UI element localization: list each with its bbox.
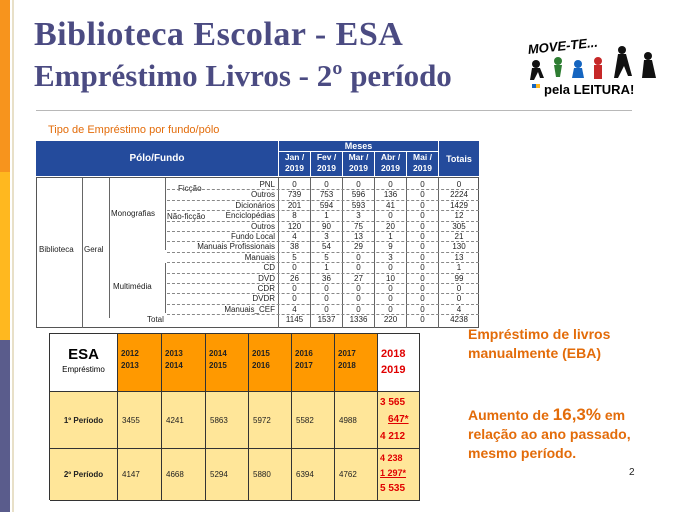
month-value: 0 — [420, 232, 425, 241]
manual-loans-value: 1 297* — [380, 468, 407, 478]
esa-year-header — [335, 334, 378, 392]
month-value: 0 — [388, 211, 393, 221]
title-divider — [36, 110, 632, 111]
month-value: 0 — [388, 284, 393, 293]
decor-bar-yellow — [0, 172, 10, 340]
row-label: Manuais_CEF — [224, 304, 275, 314]
row-total: 21 — [454, 232, 464, 241]
year-end: 2018 — [338, 361, 356, 370]
esa-period-value — [292, 392, 335, 449]
side-note-manual: Empréstimo de livros manualmente (EBA) — [468, 326, 611, 361]
row-total: 305 — [452, 221, 466, 231]
esa-history-table — [49, 333, 420, 500]
month-value: 120 — [287, 221, 302, 231]
header-month-2 — [343, 152, 374, 176]
esa-period-value — [292, 449, 335, 501]
month-value: 36 — [322, 273, 331, 283]
month-value: 0 — [388, 294, 393, 304]
month-value: 201 — [287, 200, 302, 210]
year-start: 2015 — [252, 349, 270, 358]
row-label: DVD — [258, 273, 275, 283]
loan-count-value: 3 565 — [380, 397, 406, 408]
esa-period-value — [335, 392, 378, 449]
month-value: 0 — [420, 211, 425, 221]
month-value: 0 — [292, 263, 297, 273]
month-value: 0 — [388, 263, 393, 273]
group-multimedia: Multimédia — [113, 282, 152, 291]
month-value: 9 — [388, 242, 393, 252]
group-monografias: Monografias — [111, 209, 156, 218]
row-label: Manuais — [244, 252, 275, 262]
month-value: 0 — [420, 242, 425, 252]
side-note-increase-suffix: em relação ao ano passado, mesmo período. — [468, 407, 631, 461]
esa-year-header — [206, 334, 249, 392]
month-value: 0 — [356, 263, 361, 273]
month-value: 0 — [356, 304, 361, 314]
row-label: PNL — [259, 180, 275, 189]
esa-current-value — [378, 449, 420, 501]
month-value: 0 — [420, 263, 425, 273]
total-row-label: Total — [147, 315, 164, 325]
value-text: 4668 — [166, 470, 184, 479]
grid-vline — [109, 178, 110, 318]
row-total: 0 — [456, 284, 462, 293]
row-label: Outros — [250, 221, 275, 231]
header-month-year: 2019 — [317, 163, 336, 173]
month-value: 0 — [420, 294, 425, 304]
month-value: 0 — [356, 294, 361, 304]
loans-table — [36, 141, 479, 328]
row-total: 0 — [456, 180, 462, 189]
loan-count-value: 4 238 — [380, 453, 403, 463]
row-total: 4 — [456, 304, 462, 314]
month-value: 26 — [290, 273, 299, 283]
month-value: 739 — [287, 190, 302, 200]
row-label: CDR — [257, 284, 275, 293]
month-value: 38 — [290, 242, 299, 252]
month-value: 0 — [356, 252, 361, 262]
month-value: 0 — [324, 284, 329, 293]
header-month-1 — [311, 152, 342, 176]
value-text: 5294 — [210, 470, 228, 479]
logo-text-top: MOVE-TE... — [527, 34, 599, 57]
month-value: 220 — [383, 315, 398, 325]
row-total: 13 — [454, 252, 464, 262]
month-value: 8 — [292, 211, 297, 221]
month-value: 136 — [383, 190, 398, 200]
row-label: Manuais Profissionais — [197, 242, 275, 252]
period-text: 1º Período — [63, 415, 104, 425]
value-text: 4147 — [122, 470, 140, 479]
header-month-label: Abr / — [380, 152, 401, 162]
current-year-start: 2018 — [381, 348, 406, 360]
group-ficcao: Ficção — [178, 184, 202, 193]
month-value: 0 — [388, 304, 393, 314]
esa-period-label — [50, 449, 118, 501]
value-text: 4988 — [339, 415, 357, 425]
month-value: 10 — [386, 273, 395, 283]
esa-year-header — [292, 334, 335, 392]
month-value: 4 — [292, 232, 297, 241]
value-text: 5863 — [210, 415, 228, 425]
current-year-end: 2019 — [381, 364, 406, 376]
month-value: 0 — [420, 273, 425, 283]
logo-text-bottom: pela LEITURA! — [544, 82, 635, 97]
month-value: 594 — [319, 200, 334, 210]
esa-corner-subtitle: Empréstimo — [62, 365, 105, 374]
month-value: 0 — [388, 180, 393, 189]
loan-count-value: 4 212 — [380, 431, 406, 442]
header-totals: Totais — [439, 141, 479, 176]
page-number: 2 — [629, 467, 635, 478]
month-value: 1336 — [349, 315, 368, 325]
grid-vline — [165, 263, 166, 313]
month-value: 1537 — [317, 315, 336, 325]
row-label: Fundo Local — [230, 232, 275, 241]
header-months: Meses — [279, 141, 438, 151]
month-value: 0 — [324, 294, 329, 304]
header-month-label: Mai / — [413, 152, 432, 162]
month-value: 0 — [292, 294, 297, 304]
header-month-label: Mar / — [348, 152, 369, 162]
slide-title: Biblioteca Escolar - ESA — [34, 16, 404, 53]
year-start: 2014 — [209, 349, 227, 358]
header-month-year: 2019 — [285, 163, 304, 173]
row-label: Dicionários — [235, 200, 275, 210]
loans-table-body — [36, 177, 479, 328]
esa-period-value — [162, 392, 206, 449]
month-value: 0 — [420, 315, 425, 325]
header-month-4 — [407, 152, 438, 176]
header-polo-fundo: Pólo/Fundo — [36, 141, 278, 176]
esa-current-value — [378, 392, 420, 449]
grid-vline — [82, 178, 83, 328]
month-value: 27 — [354, 273, 363, 283]
month-value: 3 — [388, 252, 393, 262]
month-value: 0 — [292, 180, 297, 189]
row-label: Outros — [250, 190, 275, 200]
year-start: 2016 — [295, 349, 313, 358]
month-value: 0 — [420, 284, 425, 293]
month-value: 593 — [351, 200, 366, 210]
header-month-year: 2019 — [413, 163, 432, 173]
slide-subtitle: Empréstimo Livros - 2º período — [34, 58, 452, 93]
year-end: 2017 — [295, 361, 313, 370]
esa-year-header — [162, 334, 206, 392]
month-value: 1145 — [285, 315, 304, 325]
row-label: Enciclopédias — [225, 211, 275, 221]
month-value: 0 — [420, 304, 425, 314]
header-month-3 — [375, 152, 406, 176]
month-value: 3 — [324, 232, 329, 241]
month-value: 0 — [420, 190, 425, 200]
period-text: 2º Período — [63, 470, 104, 479]
month-value: 0 — [292, 284, 297, 293]
month-value: 5 — [324, 252, 329, 262]
month-value: 1 — [324, 211, 329, 221]
esa-period-value — [335, 449, 378, 501]
side-note-increase — [468, 405, 638, 463]
grid-vline — [165, 178, 166, 250]
year-end: 2013 — [121, 361, 139, 370]
row-total: 130 — [452, 242, 466, 252]
month-value: 5 — [292, 252, 297, 262]
esa-year-header — [118, 334, 162, 392]
row-total: 1429 — [450, 200, 468, 210]
month-value: 0 — [420, 221, 425, 231]
month-value: 0 — [324, 180, 329, 189]
month-value: 54 — [322, 242, 331, 252]
decor-line — [12, 0, 14, 512]
row-total: 0 — [456, 294, 462, 304]
esa-period-label — [50, 392, 118, 449]
esa-current-year-header — [378, 334, 420, 392]
year-start: 2017 — [338, 349, 356, 358]
value-text: 4762 — [339, 470, 357, 479]
row-total: 99 — [454, 273, 464, 283]
polo-label: Biblioteca — [39, 245, 74, 254]
esa-corner-title: ESA — [68, 346, 99, 363]
month-value: 0 — [420, 200, 425, 210]
header-month-0 — [279, 152, 310, 176]
month-value: 0 — [420, 180, 425, 189]
month-value: 1 — [388, 232, 393, 241]
value-text: 3455 — [122, 415, 140, 425]
side-note-increase-prefix: Aumento de — [468, 407, 553, 423]
decor-bar-orange — [0, 0, 10, 172]
month-value: 20 — [386, 221, 395, 231]
value-text: 4241 — [166, 415, 184, 425]
header-month-label: Jan / — [284, 152, 305, 162]
month-value: 596 — [351, 190, 366, 200]
group-nao-ficcao: Não-ficção — [167, 212, 206, 221]
month-value: 29 — [354, 242, 363, 252]
esa-period-value — [118, 392, 162, 449]
value-text: 5582 — [296, 415, 314, 425]
esa-period-value — [206, 449, 249, 501]
year-end: 2015 — [209, 361, 227, 370]
year-end: 2016 — [252, 361, 270, 370]
month-value: 90 — [322, 221, 331, 231]
value-text: 5880 — [253, 470, 271, 479]
esa-period-value — [249, 449, 292, 501]
value-text: 6394 — [296, 470, 314, 479]
month-value: 0 — [356, 180, 361, 189]
loans-table-caption: Tipo de Empréstimo por fundo/pólo — [48, 124, 220, 136]
month-value: 3 — [356, 211, 361, 221]
month-value: 0 — [420, 252, 425, 262]
month-value: 0 — [356, 284, 361, 293]
esa-year-header — [249, 334, 292, 392]
month-value: 13 — [354, 232, 363, 241]
row-total: 1 — [456, 263, 462, 273]
loan-count-value: 5 535 — [380, 483, 406, 494]
decor-bar-purple — [0, 340, 10, 512]
year-start: 2012 — [121, 349, 139, 358]
month-value: 0 — [324, 304, 329, 314]
esa-corner — [50, 334, 118, 392]
row-label: CD — [263, 263, 275, 273]
row-total: 12 — [454, 211, 464, 221]
header-month-year: 2019 — [381, 163, 400, 173]
value-text: 5972 — [253, 415, 271, 425]
row-total: 2224 — [450, 190, 468, 200]
header-month-year: 2019 — [349, 163, 368, 173]
esa-period-value — [162, 449, 206, 501]
year-end: 2014 — [165, 361, 183, 370]
row-label: DVDR — [252, 294, 275, 304]
side-note-increase-value: 16,3% — [552, 405, 601, 424]
esa-period-value — [118, 449, 162, 501]
move-te-logo — [526, 34, 664, 100]
fundo-label: Geral — [84, 245, 104, 254]
row-total: 4238 — [450, 315, 468, 325]
month-value: 41 — [386, 200, 395, 210]
year-start: 2013 — [165, 349, 183, 358]
month-value: 75 — [354, 221, 363, 231]
manual-loans-value: 647* — [388, 414, 409, 425]
header-month-label: Fev / — [316, 152, 337, 162]
month-value: 753 — [319, 190, 334, 200]
esa-period-value — [206, 392, 249, 449]
esa-period-value — [249, 392, 292, 449]
month-value: 1 — [324, 263, 329, 273]
month-value: 4 — [292, 304, 297, 314]
